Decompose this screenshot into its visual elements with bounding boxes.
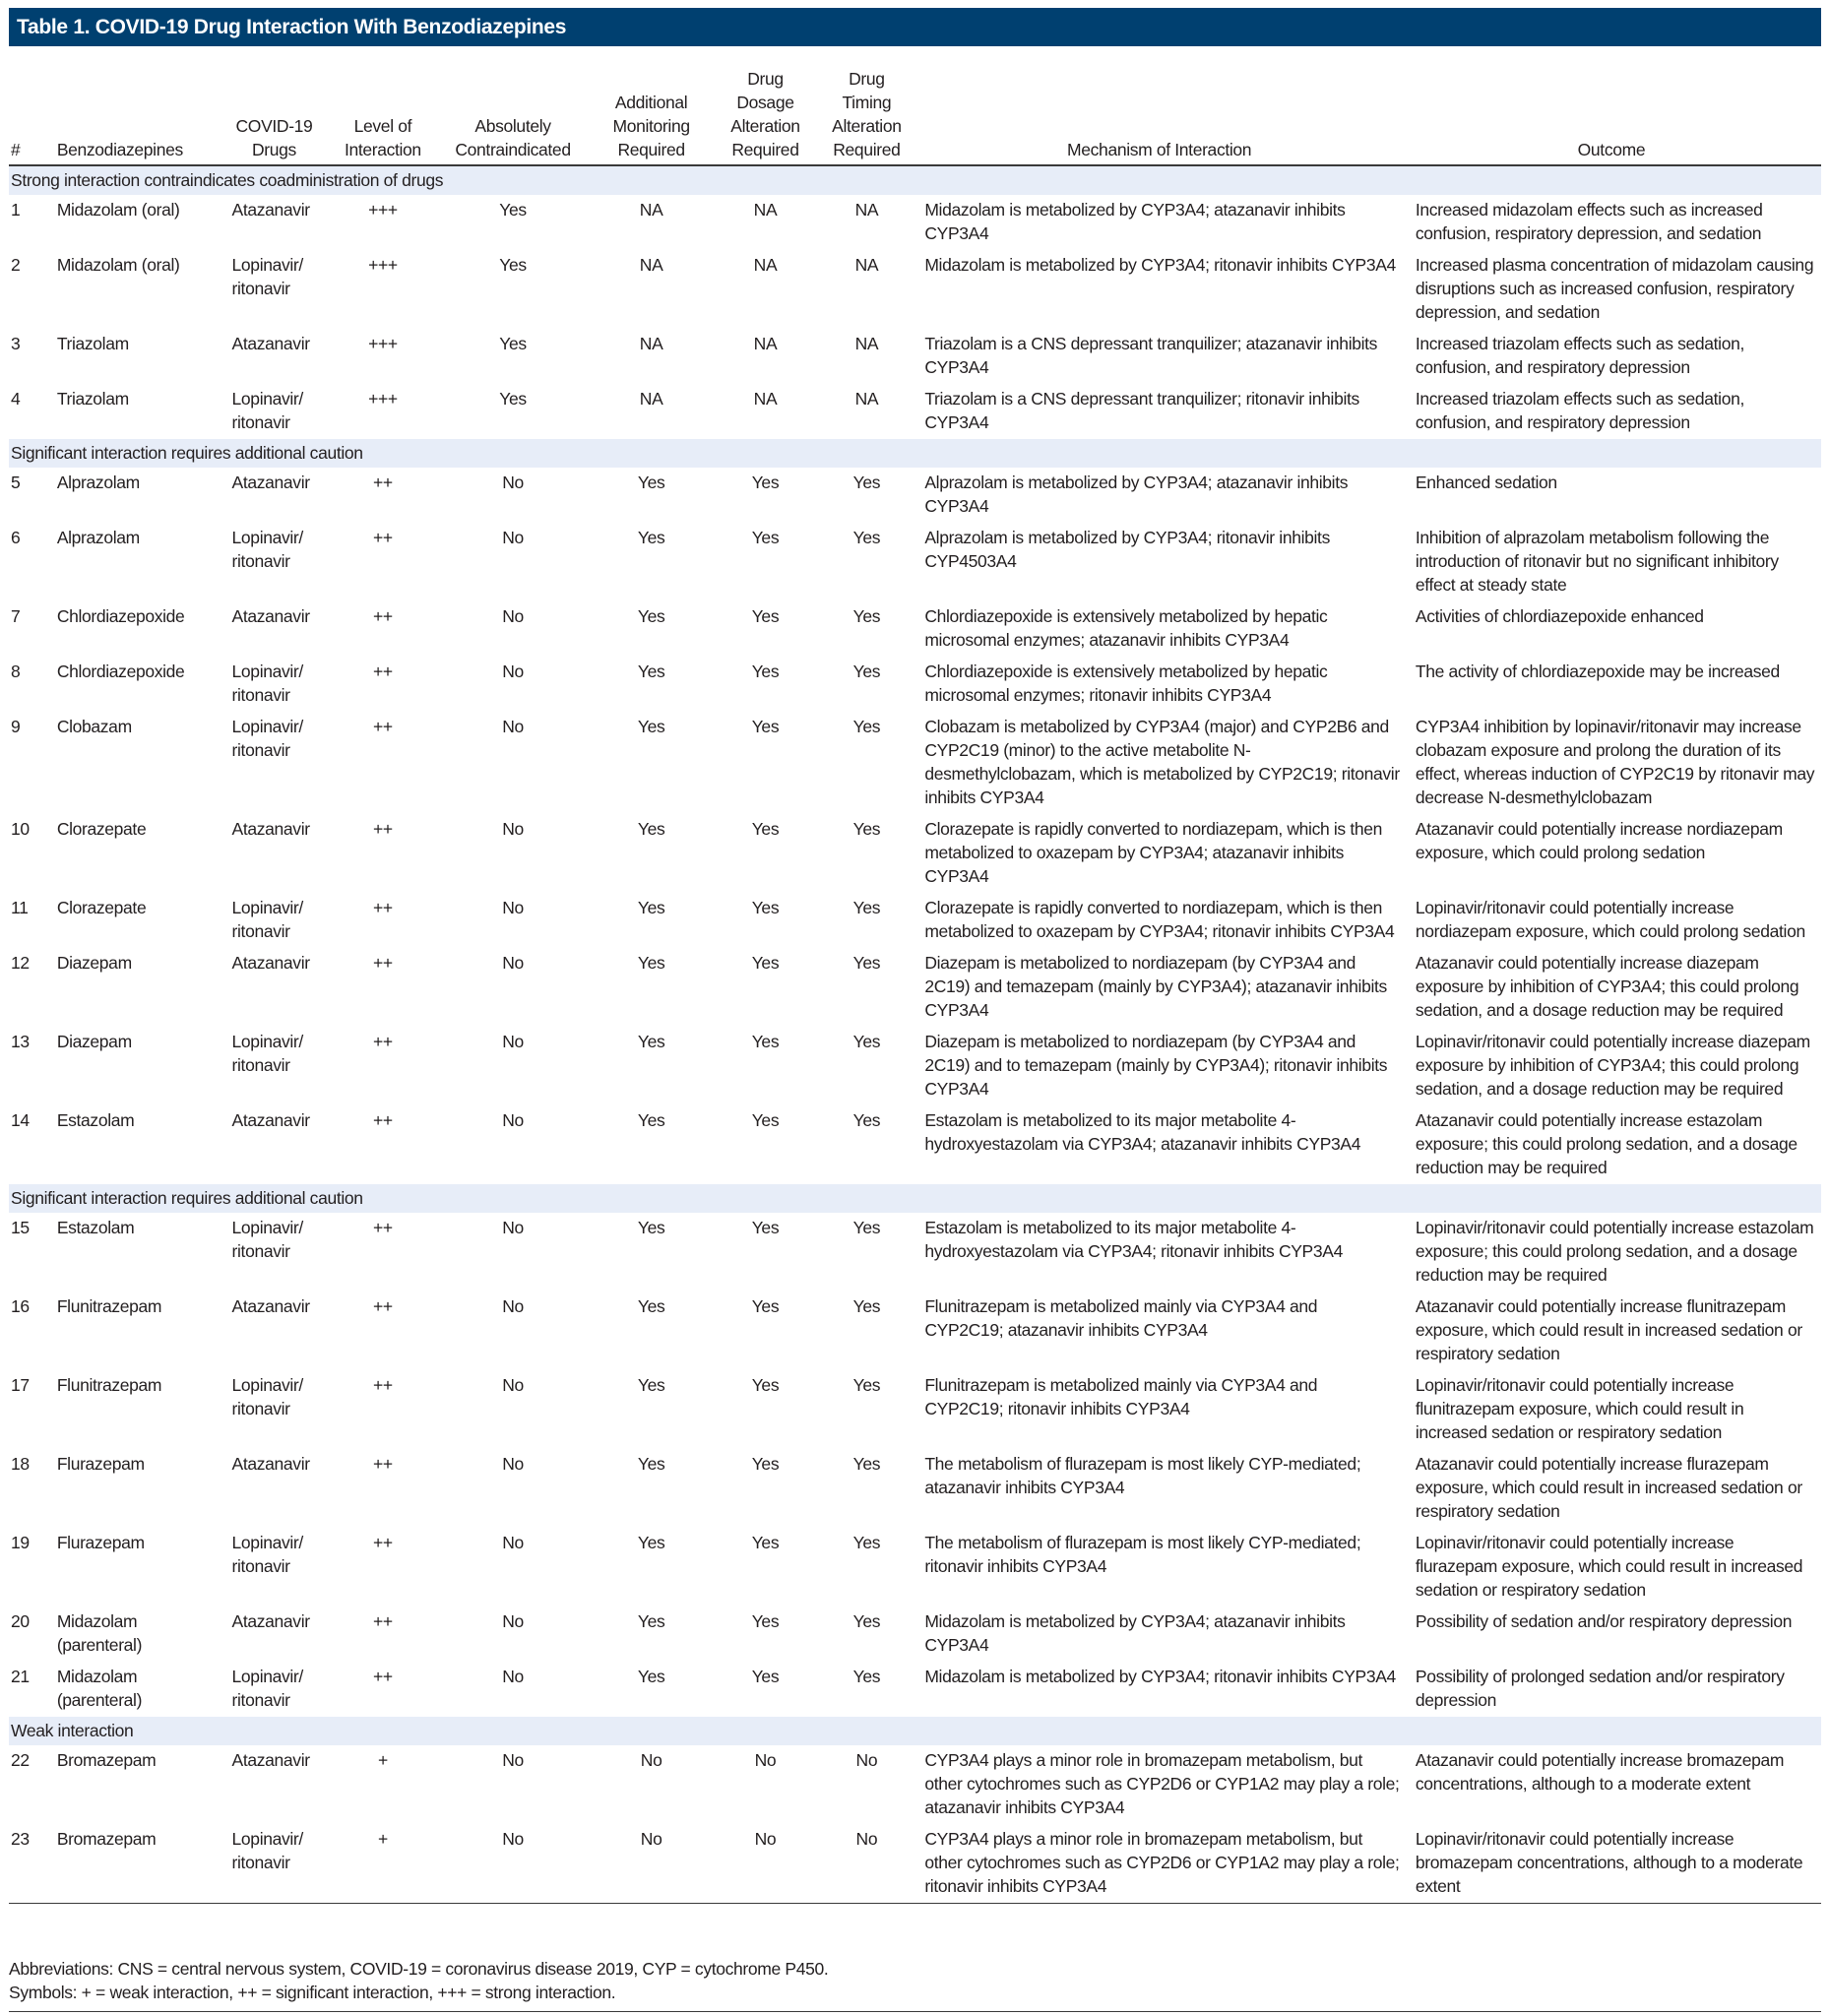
cell-covid-drug: Atazanavir: [231, 606, 310, 626]
cell-contraindicated: No: [502, 1032, 524, 1051]
cell-outcome: Lopinavir/ritonavir could potentially increase diazepam exposure by inhibition of CYP3A4; this could prolong sedation, and a dosage reduction may be required: [1415, 1032, 1810, 1099]
cell-interaction-level: ++: [373, 717, 393, 736]
table-row: [9, 712, 1821, 814]
cell-contraindicated: No: [502, 1110, 524, 1130]
cell-mechanism: The metabolism of flurazepam is most likely CYP-mediated; ritonavir inhibits CYP3A4: [924, 1533, 1361, 1576]
cell-interaction-level: +++: [368, 200, 398, 220]
cell-covid-drug: Atazanavir: [231, 1454, 310, 1474]
section-label: Weak interaction: [9, 1717, 1821, 1745]
cell-outcome: Possibility of prolonged sedation and/or respiratory depression: [1415, 1667, 1785, 1710]
cell-monitoring-required: Yes: [637, 1375, 665, 1395]
cell-interaction-level: ++: [373, 1110, 393, 1130]
table-row: [9, 814, 1821, 893]
cell-outcome: Atazanavir could potentially increase flurazepam exposure, which could result in increased sedation or respiratory sedation: [1415, 1454, 1802, 1521]
abbreviations-note: Abbreviations: CNS = central nervous system, COVID-19 = coronavirus disease 2019, CYP = cytochrome P450.: [9, 1959, 829, 1979]
cell-timing-alteration: NA: [854, 255, 879, 275]
cell-timing-alteration: NA: [854, 389, 879, 409]
section-label: Strong interaction contraindicates coadministration of drugs: [9, 165, 1821, 195]
cell-contraindicated: No: [502, 898, 524, 917]
cell-monitoring-required: Yes: [637, 1667, 665, 1686]
cell-interaction-level: ++: [373, 1375, 393, 1395]
section-label: Significant interaction requires additional caution: [9, 439, 1821, 468]
col-header-contraindicated: Absolutely Contraindicated: [437, 49, 588, 165]
cell-covid-drug: Lopinavir/ ritonavir: [231, 255, 303, 298]
cell-dosage-alteration: Yes: [751, 1032, 780, 1051]
cell-monitoring-required: NA: [639, 389, 663, 409]
cell-outcome: Lopinavir/ritonavir could potentially increase nordiazepam exposure, which could prolong sedation: [1415, 898, 1805, 941]
cell-dosage-alteration: Yes: [751, 1296, 780, 1316]
cell-outcome: Lopinavir/ritonavir could potentially increase bromazepam concentrations, although to a moderate extent: [1402, 1824, 1821, 1904]
cell-row-number: 13: [11, 1032, 30, 1051]
cell-mechanism: Chlordiazepoxide is extensively metabolized by hepatic microsomal enzymes; atazanavir inhibits CYP3A4: [924, 606, 1328, 650]
cell-contraindicated: No: [502, 1611, 524, 1631]
cell-mechanism: Midazolam is metabolized by CYP3A4; atazanavir inhibits CYP3A4: [924, 1611, 1346, 1655]
cell-row-number: 2: [11, 255, 21, 275]
cell-mechanism: Chlordiazepoxide is extensively metabolized by hepatic microsomal enzymes; ritonavir inhibits CYP3A4: [924, 662, 1328, 705]
cell-row-number: 8: [11, 662, 21, 681]
cell-mechanism: Flunitrazepam is metabolized mainly via CYP3A4 and CYP2C19; atazanavir inhibits CYP3A4: [924, 1296, 1318, 1340]
cell-interaction-level: +: [377, 1750, 388, 1770]
cell-benzodiazepine: Bromazepam: [56, 1750, 157, 1770]
cell-row-number: 11: [11, 898, 29, 917]
cell-mechanism: Clorazepate is rapidly converted to nordiazepam, which is then metabolized to oxazepam by CYP3A4; ritonavir inhibits CYP3A4: [924, 898, 1395, 941]
cell-covid-drug: Atazanavir: [231, 200, 310, 220]
cell-benzodiazepine: Flurazepam: [56, 1454, 145, 1474]
cell-covid-drug: Atazanavir: [231, 953, 310, 973]
cell-covid-drug: Lopinavir/ ritonavir: [231, 1533, 303, 1576]
col-header-mechanism: Mechanism of Interaction: [916, 49, 1402, 165]
cell-covid-drug: Lopinavir/ ritonavir: [231, 389, 303, 432]
cell-dosage-alteration: Yes: [751, 528, 780, 547]
cell-outcome: Atazanavir could potentially increase bromazepam concentrations, although to a moderate extent: [1415, 1750, 1785, 1794]
cell-covid-drug: Atazanavir: [231, 1296, 310, 1316]
cell-dosage-alteration: Yes: [751, 1611, 780, 1631]
header-row: [9, 49, 1821, 165]
cell-outcome: The activity of chlordiazepoxide may be increased: [1415, 662, 1780, 681]
cell-benzodiazepine: Flunitrazepam: [56, 1375, 162, 1395]
cell-mechanism: Midazolam is metabolized by CYP3A4; ritonavir inhibits CYP3A4: [924, 1667, 1396, 1686]
table-row: [9, 1449, 1821, 1528]
cell-contraindicated: No: [437, 1824, 588, 1904]
cell-benzodiazepine: Flurazepam: [56, 1533, 145, 1552]
cell-outcome: Possibility of sedation and/or respiratory depression: [1415, 1611, 1793, 1631]
cell-mechanism: Estazolam is metabolized to its major metabolite 4-hydroxyestazolam via CYP3A4; ritonavir inhibits CYP3A4: [924, 1218, 1343, 1261]
cell-monitoring-required: Yes: [637, 898, 665, 917]
cell-mechanism: Alprazolam is metabolized by CYP3A4; atazanavir inhibits CYP3A4: [924, 472, 1349, 516]
cell-dosage-alteration: Yes: [751, 606, 780, 626]
cell-dosage-alteration: Yes: [751, 1110, 780, 1130]
cell-row-number: 18: [11, 1454, 30, 1474]
cell-timing-alteration: Yes: [852, 1032, 881, 1051]
cell-contraindicated: No: [502, 1218, 524, 1237]
cell-benzodiazepine: Midazolam (parenteral): [56, 1667, 143, 1710]
cell-contraindicated: No: [502, 606, 524, 626]
cell-mechanism: Midazolam is metabolized by CYP3A4; atazanavir inhibits CYP3A4: [924, 200, 1346, 243]
cell-benzodiazepine: Triazolam: [56, 334, 129, 353]
cell-timing-alteration: Yes: [852, 528, 881, 547]
cell-outcome: Atazanavir could potentially increase estazolam exposure; this could prolong sedation, and a dosage reduction may be required: [1415, 1110, 1797, 1177]
cell-interaction-level: ++: [373, 1454, 393, 1474]
table-row: [9, 1027, 1821, 1105]
cell-monitoring-required: Yes: [637, 1533, 665, 1552]
cell-covid-drug: Lopinavir/ ritonavir: [221, 1824, 329, 1904]
cell-monitoring-required: Yes: [637, 606, 665, 626]
table-row: [9, 1528, 1821, 1606]
cell-covid-drug: Lopinavir/ ritonavir: [231, 717, 303, 760]
cell-outcome: Increased plasma concentration of midazolam causing disruptions such as increased confusion, respiratory depression, and sedation: [1415, 255, 1814, 322]
section-header-row: [9, 165, 1821, 195]
cell-outcome: Atazanavir could potentially increase flunitrazepam exposure, which could result in increased sedation or respiratory sedation: [1415, 1296, 1802, 1363]
cell-covid-drug: Atazanavir: [231, 819, 310, 839]
cell-interaction-level: ++: [373, 953, 393, 973]
cell-dosage-alteration: NA: [753, 255, 778, 275]
cell-covid-drug: Atazanavir: [231, 1611, 310, 1631]
cell-monitoring-required: Yes: [637, 528, 665, 547]
cell-monitoring-required: Yes: [637, 1611, 665, 1631]
cell-covid-drug: Lopinavir/ ritonavir: [231, 898, 303, 941]
cell-mechanism: Midazolam is metabolized by CYP3A4; ritonavir inhibits CYP3A4: [924, 255, 1396, 275]
cell-mechanism: Clobazam is metabolized by CYP3A4 (major) and CYP2B6 and CYP2C19 (minor) to the active metabolite N-desmethylclobazam, which is metabolized by CYP2C19; ritonavir inhibits CYP3A4: [924, 717, 1400, 807]
col-header-monitoring: Additional Monitoring Required: [589, 49, 715, 165]
section-label: Significant interaction requires additional caution: [9, 1184, 1821, 1213]
section-header-row: [9, 1184, 1821, 1213]
table-row: [9, 1213, 1821, 1292]
table-row: [9, 1745, 1821, 1824]
cell-benzodiazepine: Chlordiazepoxide: [56, 662, 185, 681]
cell-contraindicated: No: [502, 819, 524, 839]
cell-contraindicated: No: [502, 472, 524, 492]
cell-outcome: Lopinavir/ritonavir could potentially increase flunitrazepam exposure, which could result in increased sedation or respiratory sedation: [1415, 1375, 1744, 1442]
cell-monitoring-required: Yes: [637, 1454, 665, 1474]
cell-contraindicated: No: [502, 1375, 524, 1395]
cell-row-number: 4: [11, 389, 21, 409]
cell-mechanism: Triazolam is a CNS depressant tranquilizer; atazanavir inhibits CYP3A4: [924, 334, 1378, 377]
table-row: [9, 893, 1821, 948]
cell-covid-drug: Lopinavir/ ritonavir: [231, 662, 303, 705]
cell-covid-drug: Lopinavir/ ritonavir: [231, 528, 303, 571]
cell-row-number: 3: [11, 334, 21, 353]
cell-covid-drug: Atazanavir: [231, 334, 310, 353]
cell-contraindicated: No: [502, 1667, 524, 1686]
cell-row-number: 17: [11, 1375, 30, 1395]
cell-mechanism: The metabolism of flurazepam is most likely CYP-mediated; atazanavir inhibits CYP3A4: [924, 1454, 1361, 1497]
cell-interaction-level: ++: [373, 1611, 393, 1631]
cell-benzodiazepine: Bromazepam: [55, 1824, 221, 1904]
cell-mechanism: Estazolam is metabolized to its major metabolite 4-hydroxyestazolam via CYP3A4; atazanavir inhibits CYP3A4: [924, 1110, 1361, 1154]
cell-row-number: 23: [9, 1824, 55, 1904]
table-row: [9, 468, 1821, 523]
cell-covid-drug: Lopinavir/ ritonavir: [231, 1032, 303, 1075]
cell-dosage-alteration: Yes: [751, 1667, 780, 1686]
cell-monitoring-required: No: [640, 1750, 662, 1770]
cell-row-number: 6: [11, 528, 21, 547]
cell-timing-alteration: Yes: [852, 1218, 881, 1237]
cell-contraindicated: No: [502, 1533, 524, 1552]
table-title: Table 1. COVID-19 Drug Interaction With Benzodiazepines: [9, 8, 1821, 46]
cell-benzodiazepine: Diazepam: [56, 1032, 132, 1051]
cell-outcome: Enhanced sedation: [1415, 472, 1557, 492]
cell-benzodiazepine: Alprazolam: [56, 472, 140, 492]
cell-dosage-alteration: NA: [753, 200, 778, 220]
cell-covid-drug: Lopinavir/ ritonavir: [231, 1218, 303, 1261]
cell-contraindicated: No: [502, 953, 524, 973]
table-row: [9, 1370, 1821, 1449]
section-header-row: [9, 439, 1821, 468]
cell-benzodiazepine: Alprazolam: [56, 528, 140, 547]
cell-contraindicated: Yes: [499, 389, 527, 409]
table-row: [9, 1824, 1821, 1904]
cell-contraindicated: No: [502, 528, 524, 547]
cell-covid-drug: Atazanavir: [231, 1750, 310, 1770]
cell-monitoring-required: Yes: [637, 819, 665, 839]
cell-timing-alteration: Yes: [852, 1375, 881, 1395]
cell-benzodiazepine: Clorazepate: [56, 819, 147, 839]
cell-outcome: Activities of chlordiazepoxide enhanced: [1415, 606, 1704, 626]
cell-interaction-level: ++: [373, 606, 393, 626]
table-row: [9, 195, 1821, 250]
cell-mechanism: Alprazolam is metabolized by CYP3A4; ritonavir inhibits CYP4503A4: [924, 528, 1330, 571]
cell-monitoring-required: NA: [639, 334, 663, 353]
cell-contraindicated: Yes: [499, 334, 527, 353]
cell-row-number: 5: [11, 472, 21, 492]
cell-dosage-alteration: No: [754, 1750, 777, 1770]
cell-dosage-alteration: Yes: [751, 472, 780, 492]
cell-outcome: CYP3A4 inhibition by lopinavir/ritonavir may increase clobazam exposure and prolong the duration of its effect, whereas induction of CYP2C19 by ritonavir may decrease N-desmethylclobazam: [1415, 717, 1815, 807]
cell-row-number: 16: [11, 1296, 30, 1316]
cell-timing-alteration: Yes: [852, 472, 881, 492]
cell-benzodiazepine: Midazolam (oral): [56, 200, 180, 220]
cell-row-number: 12: [11, 953, 30, 973]
table-row: [9, 601, 1821, 657]
cell-outcome: Lopinavir/ritonavir could potentially increase flurazepam exposure, which could result in increased sedation or respiratory sedation: [1415, 1533, 1803, 1600]
cell-monitoring-required: NA: [639, 200, 663, 220]
cell-interaction-level: ++: [373, 662, 393, 681]
cell-interaction-level: +++: [368, 334, 398, 353]
cell-interaction-level: ++: [373, 1296, 393, 1316]
cell-timing-alteration: Yes: [852, 1667, 881, 1686]
cell-interaction-level: ++: [373, 472, 393, 492]
cell-outcome: Increased triazolam effects such as sedation, confusion, and respiratory depression: [1415, 334, 1744, 377]
cell-benzodiazepine: Diazepam: [56, 953, 132, 973]
cell-contraindicated: Yes: [499, 200, 527, 220]
table-row: [9, 250, 1821, 329]
col-header-level: Level of Interaction: [328, 49, 437, 165]
cell-contraindicated: No: [502, 1750, 524, 1770]
table-row: [9, 1292, 1821, 1370]
cell-covid-drug: Lopinavir/ ritonavir: [231, 1667, 303, 1710]
cell-timing-alteration: Yes: [852, 898, 881, 917]
col-header-outcome: Outcome: [1402, 49, 1821, 165]
cell-benzodiazepine: Estazolam: [56, 1110, 135, 1130]
cell-timing-alteration: Yes: [852, 1110, 881, 1130]
cell-monitoring-required: NA: [639, 255, 663, 275]
cell-row-number: 20: [11, 1611, 30, 1631]
cell-benzodiazepine: Clorazepate: [56, 898, 147, 917]
cell-row-number: 15: [11, 1218, 30, 1237]
cell-interaction-level: ++: [373, 898, 393, 917]
cell-dosage-alteration: No: [715, 1824, 817, 1904]
cell-row-number: 10: [11, 819, 30, 839]
cell-mechanism: Diazepam is metabolized to nordiazepam (by CYP3A4 and 2C19) and to temazepam (mainly by CYP3A4); ritonavir inhibits CYP3A4: [924, 1032, 1388, 1099]
cell-timing-alteration: Yes: [852, 1533, 881, 1552]
cell-row-number: 1: [11, 200, 21, 220]
cell-interaction-level: ++: [373, 528, 393, 547]
cell-outcome: Increased triazolam effects such as sedation, confusion, and respiratory depression: [1415, 389, 1744, 432]
cell-contraindicated: Yes: [499, 255, 527, 275]
cell-monitoring-required: Yes: [637, 1296, 665, 1316]
cell-monitoring-required: Yes: [637, 1110, 665, 1130]
col-header-dosage: Drug Dosage Alteration Required: [715, 49, 817, 165]
cell-timing-alteration: No: [855, 1750, 878, 1770]
cell-mechanism: Clorazepate is rapidly converted to nordiazepam, which is then metabolized to oxazepam by CYP3A4; atazanavir inhibits CYP3A4: [924, 819, 1382, 886]
cell-dosage-alteration: Yes: [751, 1218, 780, 1237]
cell-timing-alteration: Yes: [852, 606, 881, 626]
cell-dosage-alteration: Yes: [751, 898, 780, 917]
col-header-benzodiazepines: Benzodiazepines: [55, 49, 221, 165]
table-footer: [9, 1957, 1821, 2004]
symbols-note: Symbols: + = weak interaction, ++ = significant interaction, +++ = strong interaction.: [9, 1983, 616, 2002]
table-row: [9, 1105, 1821, 1184]
cell-mechanism: CYP3A4 plays a minor role in bromazepam metabolism, but other cytochromes such as CYP2D6 or CYP1A2 may play a role; atazanavir inhibits CYP3A4: [924, 1750, 1400, 1817]
cell-benzodiazepine: Flunitrazepam: [56, 1296, 162, 1316]
cell-interaction-level: ++: [373, 819, 393, 839]
footer-rule: [9, 2011, 1821, 2012]
cell-timing-alteration: Yes: [852, 662, 881, 681]
cell-interaction-level: +++: [368, 389, 398, 409]
cell-monitoring-required: No: [589, 1824, 715, 1904]
cell-mechanism: Flunitrazepam is metabolized mainly via CYP3A4 and CYP2C19; ritonavir inhibits CYP3A4: [924, 1375, 1318, 1418]
table-body: [9, 165, 1821, 1904]
cell-timing-alteration: Yes: [852, 819, 881, 839]
cell-contraindicated: No: [502, 717, 524, 736]
cell-dosage-alteration: Yes: [751, 953, 780, 973]
cell-mechanism: Triazolam is a CNS depressant tranquilizer; ritonavir inhibits CYP3A4: [924, 389, 1359, 432]
cell-row-number: 21: [11, 1667, 30, 1686]
cell-monitoring-required: Yes: [637, 472, 665, 492]
cell-monitoring-required: Yes: [637, 1032, 665, 1051]
cell-contraindicated: No: [502, 1454, 524, 1474]
cell-benzodiazepine: Triazolam: [56, 389, 129, 409]
cell-outcome: Increased midazolam effects such as increased confusion, respiratory depression, and sedation: [1415, 200, 1763, 243]
cell-interaction-level: ++: [373, 1533, 393, 1552]
cell-dosage-alteration: Yes: [751, 1375, 780, 1395]
cell-covid-drug: Lopinavir/ ritonavir: [231, 1375, 303, 1418]
cell-interaction-level: ++: [373, 1218, 393, 1237]
cell-row-number: 14: [11, 1110, 30, 1130]
table-row: [9, 1662, 1821, 1717]
cell-outcome: Atazanavir could potentially increase diazepam exposure by inhibition of CYP3A4; this could prolong sedation, and a dosage reduction may be required: [1415, 953, 1799, 1020]
cell-benzodiazepine: Chlordiazepoxide: [56, 606, 185, 626]
cell-timing-alteration: NA: [854, 200, 879, 220]
cell-outcome: Inhibition of alprazolam metabolism following the introduction of ritonavir but no significant inhibitory effect at steady state: [1415, 528, 1779, 595]
cell-monitoring-required: Yes: [637, 1218, 665, 1237]
cell-mechanism: Diazepam is metabolized to nordiazepam (by CYP3A4 and 2C19) and temazepam (mainly by CYP3A4); atazanavir inhibits CYP3A4: [924, 953, 1387, 1020]
cell-contraindicated: No: [502, 662, 524, 681]
drug-interaction-table: [9, 49, 1821, 1904]
cell-dosage-alteration: NA: [753, 389, 778, 409]
cell-dosage-alteration: Yes: [751, 662, 780, 681]
section-header-row: [9, 1717, 1821, 1745]
table-row: [9, 1606, 1821, 1662]
cell-row-number: 22: [11, 1750, 30, 1770]
cell-contraindicated: No: [502, 1296, 524, 1316]
cell-row-number: 19: [11, 1533, 30, 1552]
cell-outcome: Lopinavir/ritonavir could potentially increase estazolam exposure; this could prolong sedation, and a dosage reduction may be required: [1415, 1218, 1814, 1285]
cell-dosage-alteration: NA: [753, 334, 778, 353]
table-row: [9, 948, 1821, 1027]
cell-dosage-alteration: Yes: [751, 819, 780, 839]
table-row: [9, 657, 1821, 712]
cell-row-number: 7: [11, 606, 21, 626]
cell-timing-alteration: Yes: [852, 1296, 881, 1316]
cell-timing-alteration: Yes: [852, 1454, 881, 1474]
cell-interaction-level: +++: [368, 255, 398, 275]
table-row: [9, 329, 1821, 384]
cell-covid-drug: Atazanavir: [231, 472, 310, 492]
cell-timing-alteration: Yes: [852, 1611, 881, 1631]
table-row: [9, 523, 1821, 601]
col-header-number: #: [9, 49, 55, 165]
cell-benzodiazepine: Midazolam (oral): [56, 255, 180, 275]
cell-dosage-alteration: Yes: [751, 1533, 780, 1552]
cell-timing-alteration: NA: [854, 334, 879, 353]
col-header-timing: Drug Timing Alteration Required: [816, 49, 916, 165]
cell-monitoring-required: Yes: [637, 953, 665, 973]
cell-mechanism: CYP3A4 plays a minor role in bromazepam metabolism, but other cytochromes such as CYP2D6 or CYP1A2 may play a role; ritonavir inhibits CYP3A4: [916, 1824, 1402, 1904]
cell-row-number: 9: [11, 717, 21, 736]
cell-interaction-level: +: [328, 1824, 437, 1904]
table-row: [9, 384, 1821, 439]
cell-interaction-level: ++: [373, 1032, 393, 1051]
cell-covid-drug: Atazanavir: [231, 1110, 310, 1130]
cell-timing-alteration: Yes: [852, 717, 881, 736]
cell-dosage-alteration: Yes: [751, 717, 780, 736]
col-header-covid-drugs: COVID-19 Drugs: [221, 49, 329, 165]
cell-interaction-level: ++: [373, 1667, 393, 1686]
cell-benzodiazepine: Estazolam: [56, 1218, 135, 1237]
cell-dosage-alteration: Yes: [751, 1454, 780, 1474]
cell-timing-alteration: No: [816, 1824, 916, 1904]
cell-monitoring-required: Yes: [637, 717, 665, 736]
cell-benzodiazepine: Clobazam: [56, 717, 132, 736]
cell-benzodiazepine: Midazolam (parenteral): [56, 1611, 143, 1655]
cell-monitoring-required: Yes: [637, 662, 665, 681]
cell-outcome: Atazanavir could potentially increase nordiazepam exposure, which could prolong sedation: [1415, 819, 1783, 862]
cell-timing-alteration: Yes: [852, 953, 881, 973]
